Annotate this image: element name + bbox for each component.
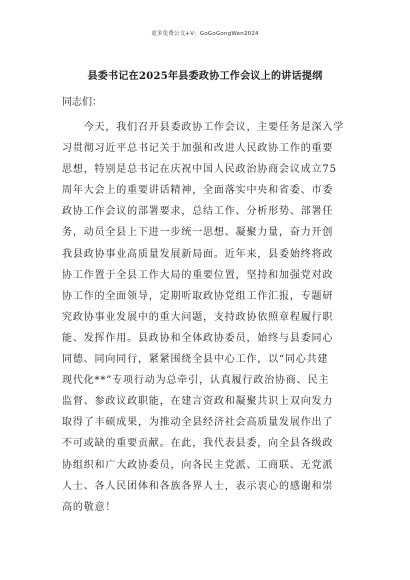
body-line: 高的敬意！ xyxy=(62,501,117,513)
body-line: 协组织和广大政协委员，向各民主党派、工商联、无党派 xyxy=(62,459,334,471)
body-line: 思想，特别是总书记在庆祝中国人民政治协商会议成立75 xyxy=(62,164,337,176)
body-line: 究政协事业发展中的重大问题，支持政协依照章程履行职 xyxy=(62,311,334,323)
body-line: 政协工作会议的部署要求，总结工作、分析形势、部署任 xyxy=(62,206,334,218)
body-line: 监督、参政议政职能，在建言资政和凝聚共识上双向发力 xyxy=(62,396,334,408)
body-line: 同德、同向同行，紧紧围绕全县中心工作，以“同心共建 xyxy=(62,354,329,366)
body-line: 务，动员全县上下进一步统一思想、凝聚力量，奋力开创 xyxy=(62,227,334,239)
salutation: 同志们： xyxy=(62,97,102,108)
body-line: 不可或缺的重要贡献。在此，我代表县委，向全县各级政 xyxy=(62,438,334,450)
body-paragraph xyxy=(62,117,348,518)
body-line: 今天，我们召开县委政协工作会议，主要任务是深入学 xyxy=(62,122,345,133)
body-line: 取得了丰硕成果，为推动全县经济社会高质量发展作出了 xyxy=(62,417,334,429)
body-line: 习贯彻习近平总书记关于加强和改进人民政协工作的重要 xyxy=(62,143,334,155)
document-title: 县委书记在2025年县委政协工作会议上的讲话提纲 xyxy=(87,71,323,82)
body-line: 协工作置于全县工作大局的重要位置，坚持和加强党对政 xyxy=(62,269,334,281)
body-line: 人士、各人民团体和各族各界人士，表示衷心的感谢和崇 xyxy=(62,480,334,492)
body-line: 协工作的全面领导，定期听取政协党组工作汇报，专题研 xyxy=(62,290,334,302)
header-note: 更多免费公文+V：GoGoGongWen2024 xyxy=(151,31,259,37)
body-line: 能、发挥作用。县政协和全体政协委员，始终与县委同心 xyxy=(62,332,334,344)
body-line: 周年大会上的重要讲话精神，全面落实中央和省委、市委 xyxy=(62,185,334,197)
body-line: 现代化**”专项行动为总牵引，认真履行政治协商、民主 xyxy=(62,375,330,387)
body-line: 我县政协事业高质量发展新局面。近年来，县委始终将政 xyxy=(62,248,334,260)
